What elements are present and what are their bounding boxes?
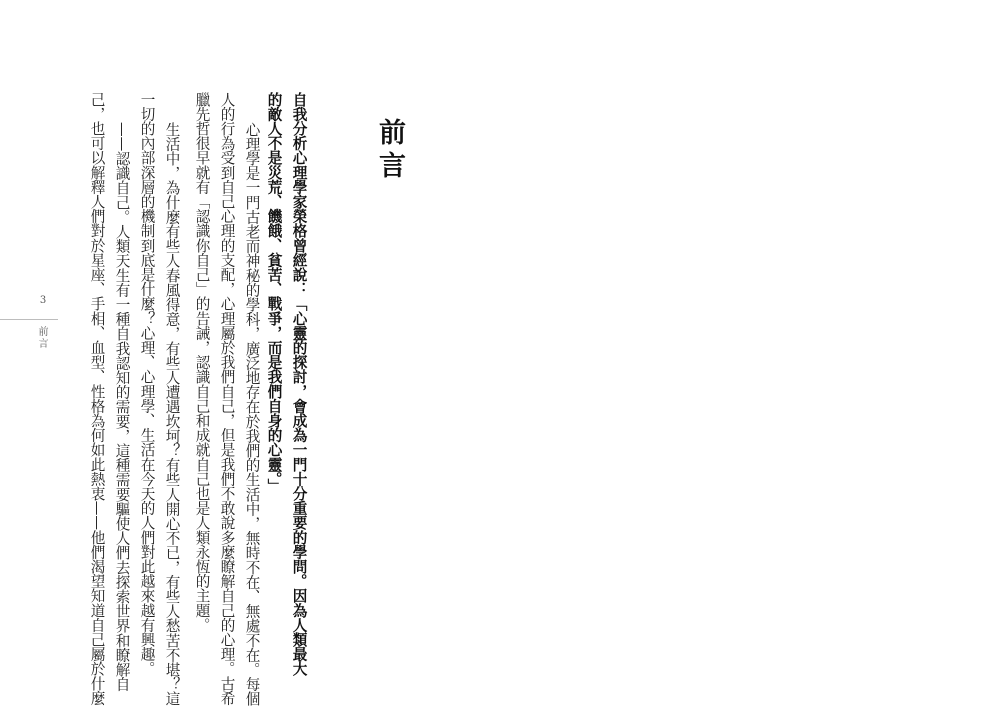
- chapter-title: 前言: [374, 118, 405, 184]
- body-column-4: 生活中，為什麼有些人春風得意，有些人遭遇坎坷？有些人開心不已，有些人愁苦不堪？這: [163, 122, 181, 706]
- body-column-7: 己，也可以解釋人們對於星座、手相、血型、性格為何如此熱衷——他們渴望知道自己屬於什麼: [88, 92, 106, 706]
- body-column-3: 臘先哲很早就有「認識你自己」的告誡，認識自己和成就自己也是人類永恆的主題。: [193, 92, 211, 633]
- body-column-5: 一切的內部深層的機制到底是什麼？心理、心理學、生活在今天的人們對此越來越有興趣。: [138, 92, 156, 676]
- body-column-6: ——認識自己。人類天生有一種自我認知的需要，這種需要驅使人們去探索世界和瞭解自: [113, 122, 131, 692]
- body-column-2: 人的行為受到自己心理的支配，心理屬於我們自己，但是我們不敢說多麼瞭解自己的心理。古希: [218, 92, 236, 706]
- page-margin-rule: [0, 319, 58, 320]
- epigraph-line-1: 自我分析心理學家榮格曾經說：「心靈的探討，會成為一門十分重要的學問。因為人類最大: [290, 92, 308, 676]
- page-number: 3: [39, 295, 47, 306]
- epigraph-line-2: 的敵人不是災荒、饑餓、貧苦、戰爭，而是我們自身的心靈。」: [265, 92, 283, 494]
- running-section-title: 前言: [36, 326, 47, 350]
- body-column-1: 心理學是一門古老而神秘的學科，廣泛地存在於我們的生活中，無時不在、無處不在。每個: [243, 122, 261, 706]
